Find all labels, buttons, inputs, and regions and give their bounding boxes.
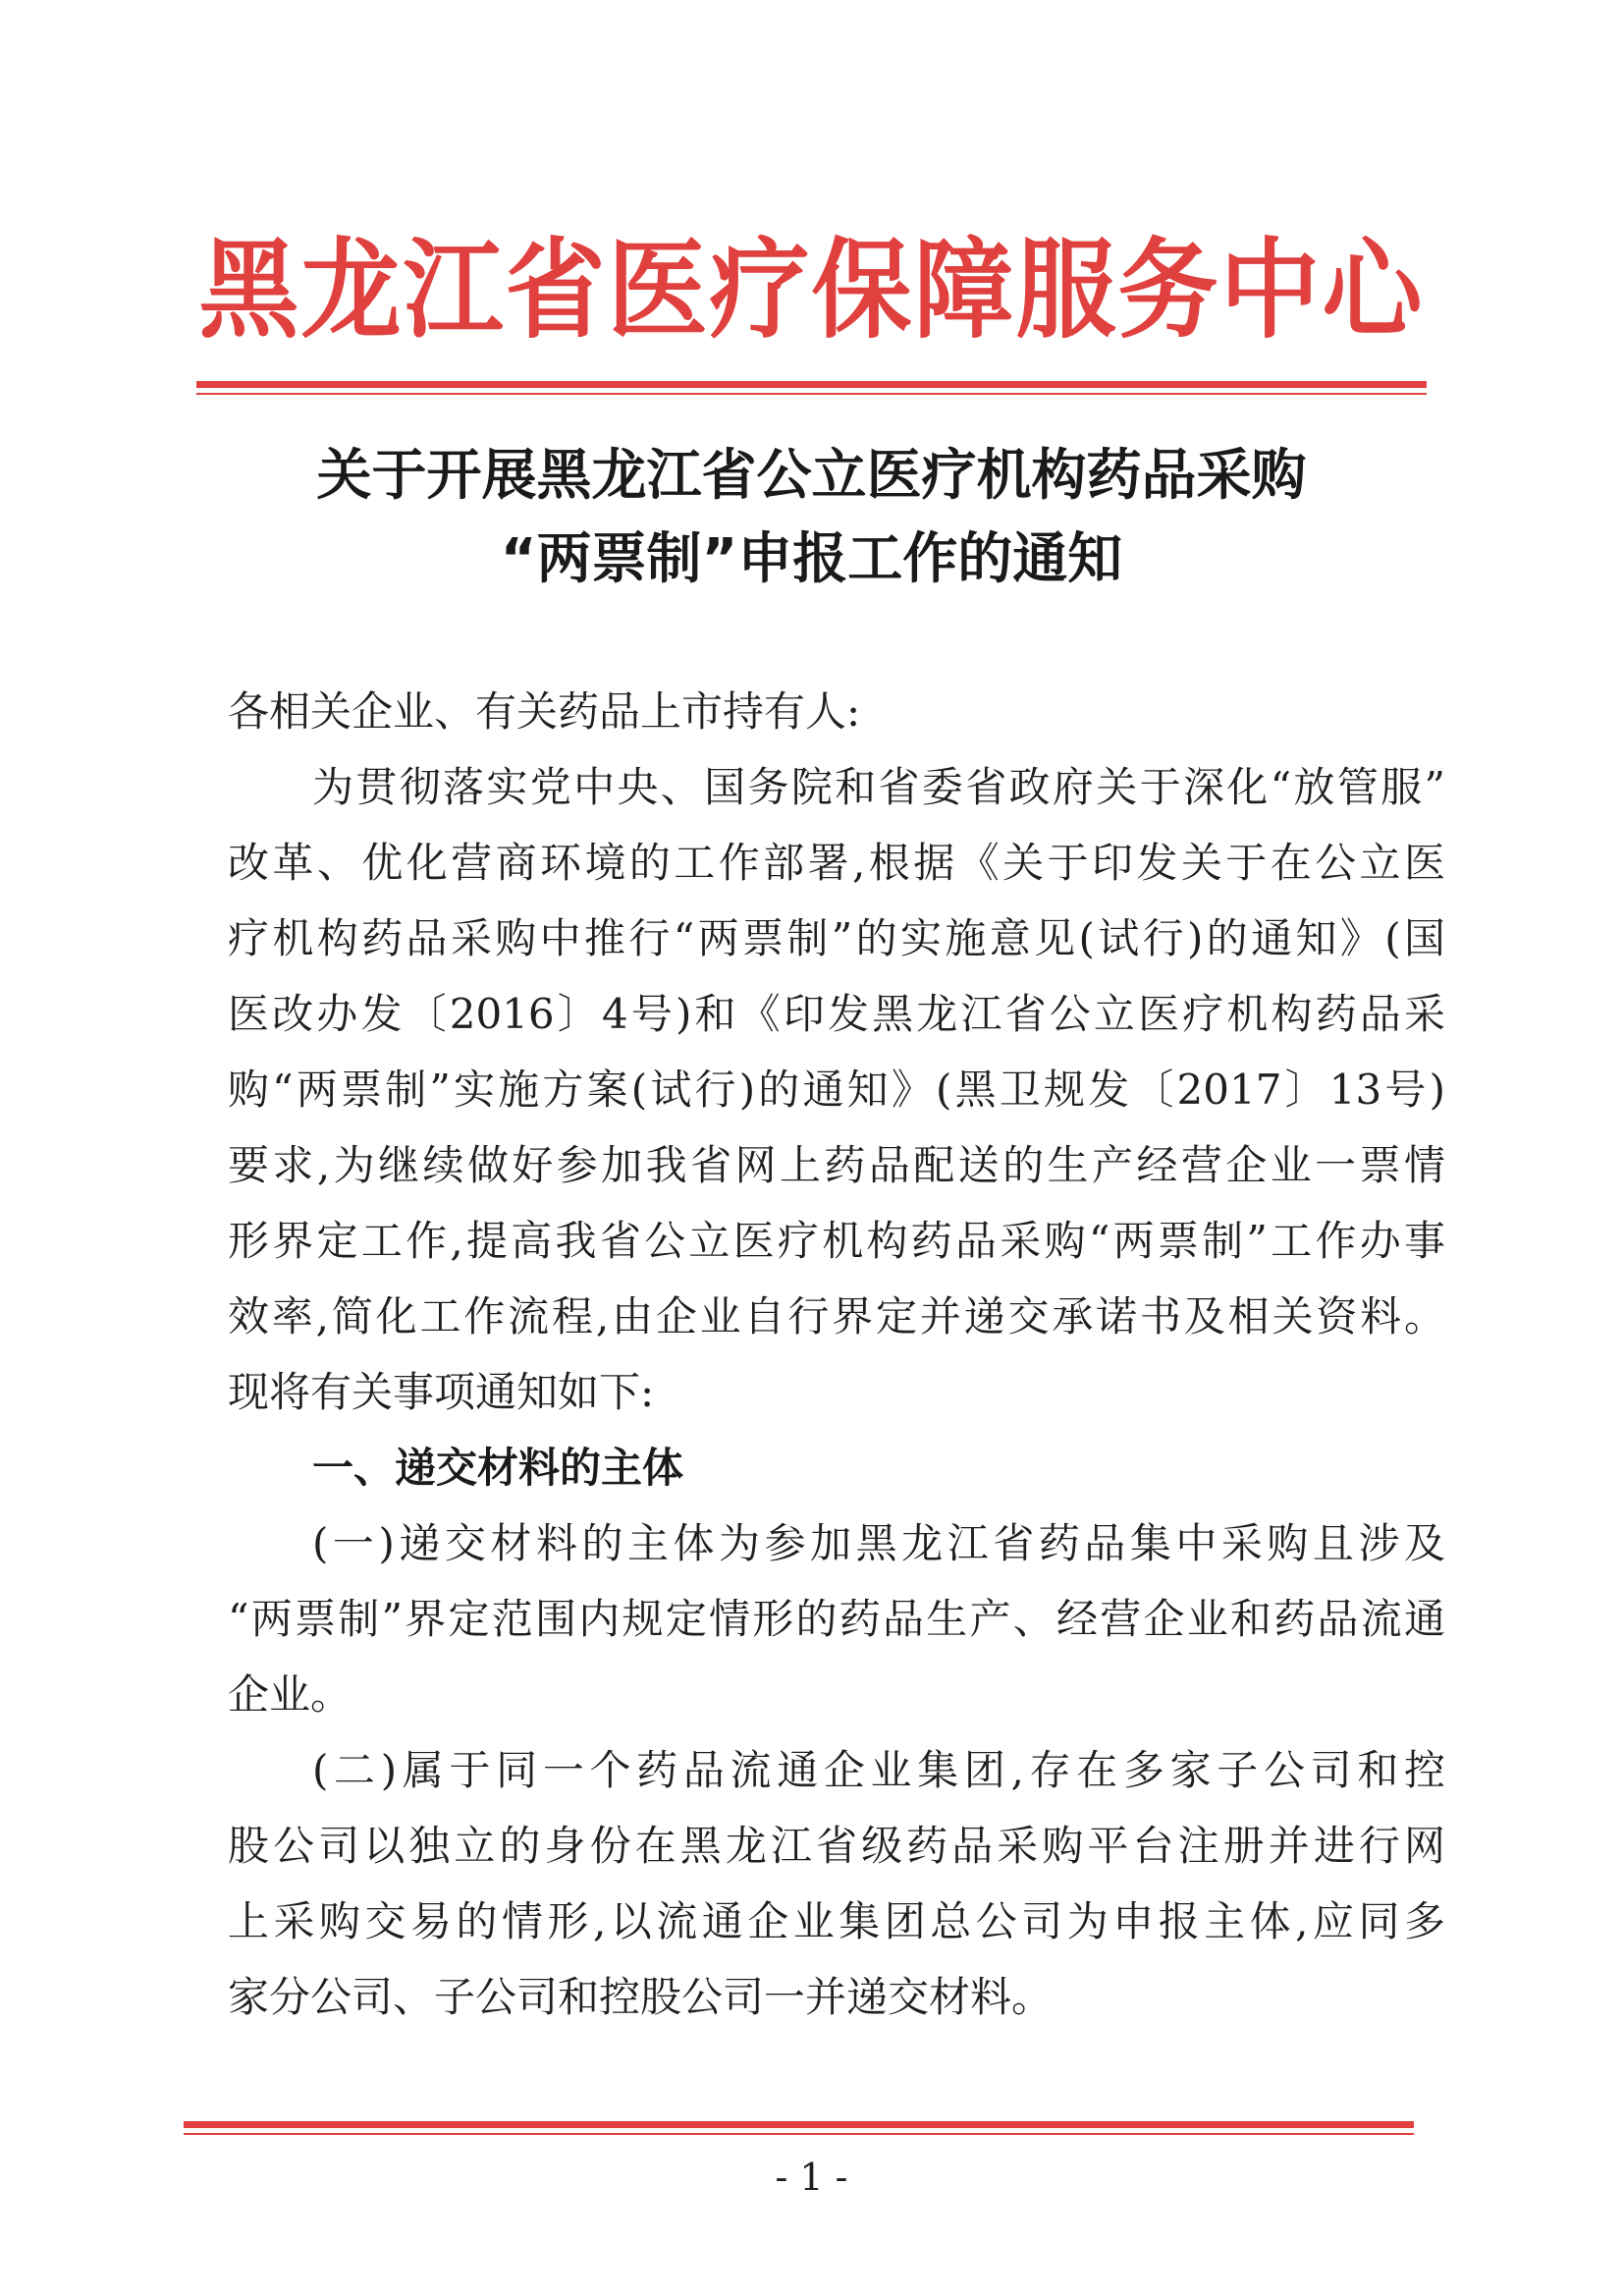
footer-rule-thin	[184, 2133, 1414, 2135]
section-heading: 一、递交材料的主体	[312, 1444, 684, 1492]
item-line: 企业。	[228, 1670, 352, 1719]
paragraph-line: 疗机构药品采购中推行“两票制”的实施意见(试行)的通知》(国	[228, 914, 1445, 962]
paragraph-line: 效率,简化工作流程,由企业自行界定并递交承诺书及相关资料。	[228, 1292, 1445, 1340]
paragraph-line: 现将有关事项通知如下:	[228, 1368, 655, 1416]
paragraph-line: 改革、优化营商环境的工作部署,根据《关于印发关于在公立医	[228, 839, 1445, 887]
document-title-line-2: “两票制”申报工作的通知	[500, 527, 1123, 591]
document-title-line-1: 关于开展黑龙江省公立医疗机构药品采购	[316, 444, 1307, 508]
paragraph-line: 形界定工作,提高我省公立医疗机构药品采购“两票制”工作办事	[228, 1217, 1445, 1265]
letterhead: 黑龙江省医疗保障服务中心	[198, 228, 1425, 355]
paragraph-line: 要求,为继续做好参加我省网上药品配送的生产经营企业一票情	[228, 1141, 1445, 1189]
footer-rule-thick	[184, 2121, 1414, 2128]
item-line: 上采购交易的情形,以流通企业集团总公司为申报主体,应同多	[228, 1897, 1445, 1945]
letterhead-rule-thick	[196, 381, 1427, 388]
letterhead-rule-thin	[196, 393, 1427, 395]
paragraph-line: 购“两票制”实施方案(试行)的通知》(黑卫规发〔2017〕13号)	[228, 1066, 1445, 1114]
item-line: 家分公司、子公司和控股公司一并递交材料。	[228, 1973, 1054, 2021]
paragraph-line: 为贯彻落实党中央、国务院和省委省政府关于深化“放管服”	[312, 763, 1445, 811]
paragraph-line: 医改办发〔2016〕4号)和《印发黑龙江省公立医疗机构药品采	[228, 990, 1445, 1038]
item-line: “两票制”界定范围内规定情形的药品生产、经营企业和药品流通	[228, 1595, 1445, 1643]
page-number: - 1 -	[775, 2156, 848, 2199]
item-line: (二)属于同一个药品流通企业集团,存在多家子公司和控	[312, 1746, 1445, 1794]
item-line: (一)递交材料的主体为参加黑龙江省药品集中采购且涉及	[312, 1519, 1445, 1567]
item-line: 股公司以独立的身份在黑龙江省级药品采购平台注册并进行网	[228, 1822, 1445, 1870]
salutation: 各相关企业、有关药品上市持有人:	[228, 687, 861, 736]
